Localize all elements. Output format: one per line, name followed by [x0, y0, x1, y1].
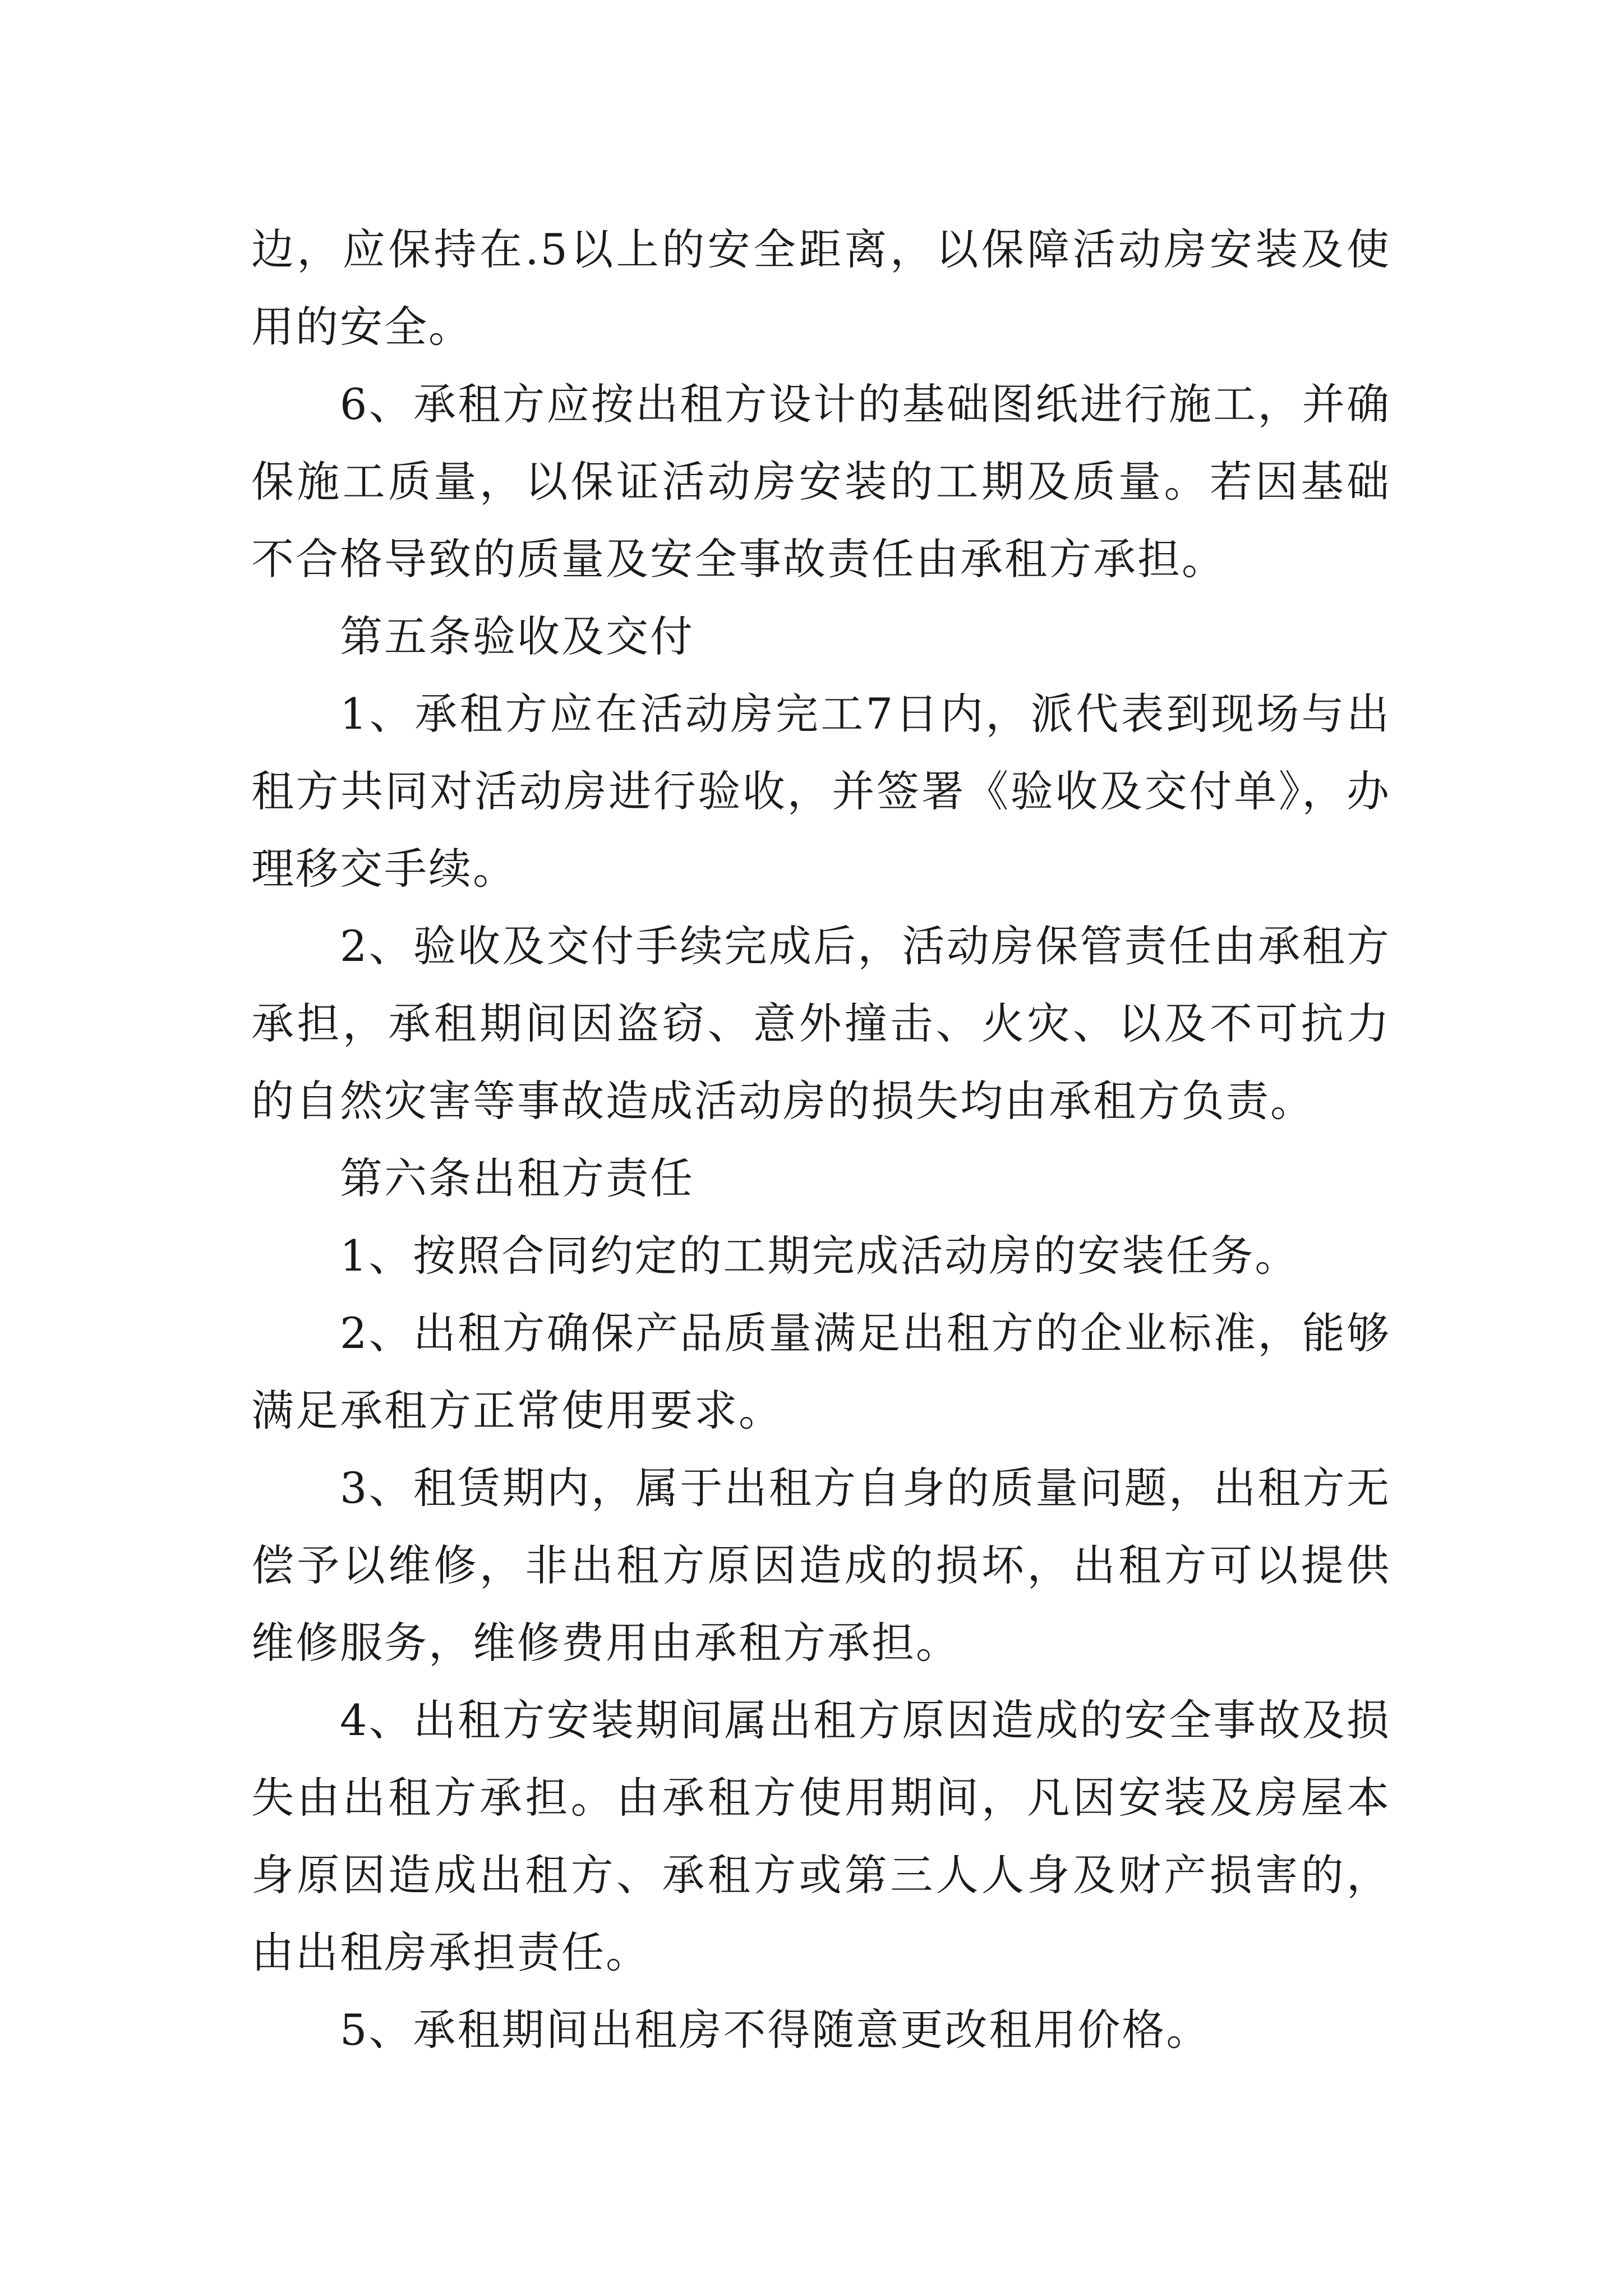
- paragraph-clause-6-5: 5、承租期间出租房不得随意更改租用价格。: [340, 2005, 1211, 2055]
- paragraph-clause-5-1: 1、承租方应在活动房完工7日内，派代表到现场与出租方共同对活动房进行验收，并签署《验收及交付单》，办理移交手续。: [251, 689, 1391, 894]
- section-heading-article-5: 第五条验收及交付: [340, 611, 694, 661]
- paragraph-continuation: 边，应保持在.5以上的安全距离，以保障活动房安装及使用的安全。: [251, 224, 1391, 352]
- document-page: [251, 211, 1391, 2069]
- section-heading-article-6: 第六条出租方责任: [340, 1153, 694, 1203]
- paragraph-clause-4-6: 6、承租方应按出租方设计的基础图纸进行施工，并确保施工质量，以保证活动房安装的工期及质量。若因基础不合格导致的质量及安全事故责任由承租方承担。: [251, 379, 1391, 584]
- paragraph-clause-6-2: 2、出租方确保产品质量满足出租方的企业标准，能够满足承租方正常使用要求。: [251, 1308, 1391, 1435]
- paragraph-clause-6-4: 4、出租方安装期间属出租方原因造成的安全事故及损失由出租方承担。由承租方使用期间，凡因安装及房屋本身原因造成出租方、承租方或第三人人身及财产损害的，由出租房承担责任。: [251, 1695, 1391, 1977]
- paragraph-clause-6-1: 1、按照合同约定的工期完成活动房的安装任务。: [340, 1231, 1299, 1281]
- paragraph-clause-5-2: 2、验收及交付手续完成后，活动房保管责任由承租方承担，承租期间因盗窃、意外撞击、火灾、以及不可抗力的自然灾害等事故造成活动房的损失均由承租方负责。: [251, 921, 1391, 1126]
- paragraph-clause-6-3: 3、租赁期内，属于出租方自身的质量问题，出租方无偿予以维修，非出租方原因造成的损坏，出租方可以提供维修服务，维修费用由承租方承担。: [251, 1463, 1391, 1668]
